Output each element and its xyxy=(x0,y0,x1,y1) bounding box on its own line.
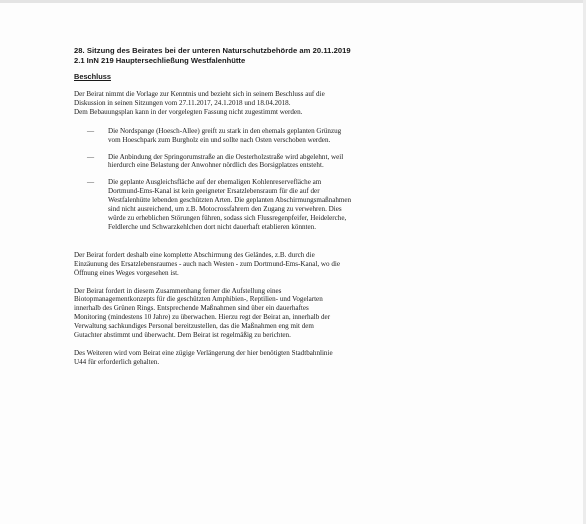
text-line: hierdurch eine Belastung der Anwohner nördlich des Borsigplatzes entsteht. xyxy=(108,161,324,170)
text-line: U44 für erforderlich gehalten. xyxy=(74,357,160,366)
list-dash: — xyxy=(87,178,95,187)
objection-list xyxy=(74,127,502,232)
text-line: Gutachter abstimmt und überwacht. Dem Beirat ist regelmäßig zu berichten. xyxy=(74,331,291,340)
text-line: Die Nordspange (Hoesch-Allee) greift zu stark in den ehemals geplanten Grünzug xyxy=(108,126,342,135)
text-line: Feldlerche und Schwarzkehlchen dort nicht dauerhaft etablieren könnten. xyxy=(108,222,317,231)
text-line: Dem Bebauungsplan kann in der vorgelegten Fassung nicht zugestimmt werden. xyxy=(74,107,303,116)
text-line: Westfalenhütte lebenden geschützten Arten. Die geplanten Abschirmungsmaßnahmen xyxy=(108,196,352,205)
text-line: Der Beirat fordert deshalb eine komplette Abschirmung des Geländes, z.B. durch die xyxy=(74,250,315,259)
paragraph-tram-extension xyxy=(74,349,502,367)
text-line: Dortmund-Ems-Kanal ist kein geeigneter Ersatzlebensraum für die auf der xyxy=(108,187,320,196)
list-item xyxy=(74,178,502,231)
list-dash: — xyxy=(87,126,95,135)
list-item xyxy=(74,153,502,171)
text-line: vom Hoeschpark zum Burgholz ein und sollte nach Osten verschoben werden. xyxy=(108,135,331,144)
scan-edge-top xyxy=(0,0,586,3)
text-line: Einzäunung des Ersatzlebensraumes - auch nach Westen - zum Dortmund-Ems-Kanal, wo die xyxy=(74,259,341,268)
text-line: innerhalb des Grünen Rings. Entsprechende Maßnahmen sind über ein dauerhaftes xyxy=(74,304,309,313)
list-item xyxy=(74,127,502,145)
text-line: Verwaltung sachkundiges Personal bereitzustellen, das die Maßnahmen eng mit dem xyxy=(74,322,314,331)
section-label-beschluss: Beschluss xyxy=(74,72,111,81)
text-line: Öffnung eines Weges vorgesehen ist. xyxy=(74,268,179,277)
text-line: Der Beirat nimmt die Vorlage zur Kenntnis und bezieht sich in seinem Beschluss auf die xyxy=(74,90,325,98)
text-line: sind nicht ausreichend, um z.B. Motocrossfahrern den Zugang zu verwehren. Dies xyxy=(108,205,342,214)
document-body xyxy=(74,46,502,367)
text-line: Des Weiteren wird vom Beirat eine zügige Verlängerung der hier benötigten Stadtbahnlinie xyxy=(74,348,333,357)
text-line: Monitoring (mindestens 10 Jahre) zu überwachen. Hierzu regt der Beirat an, innerhalb der xyxy=(74,313,331,322)
paragraph-biotope-management xyxy=(74,287,502,340)
paragraph-fencing xyxy=(74,251,502,278)
intro-paragraph xyxy=(74,90,502,117)
list-dash: — xyxy=(87,152,95,161)
text-line: Die geplante Ausgleichsfläche auf der ehemaligen Kohlenreservefläche am xyxy=(108,178,322,187)
text-line: Die Anbindung der Springorumstraße an die Oesterholzstraße wird abgelehnt, weil xyxy=(108,152,344,161)
text-line: würde zu erheblichen Störungen führen, sodass sich Flussregenpfeifer, Heidelerche, xyxy=(108,213,347,222)
document-title: 28. Sitzung des Beirates bei der unteren Naturschutzbehörde am 20.11.2019 xyxy=(74,46,351,55)
text-line: Biotopmanagementkonzepts für die geschützten Amphibien-, Reptilien- und Vogelarten xyxy=(74,295,323,304)
text-line: Diskussion in seinen Sitzungen vom 27.11.2017, 24.1.2018 und 18.04.2018. xyxy=(74,98,291,107)
document-subtitle: 2.1 InN 219 Hauptersechließung Westfalenhütte xyxy=(74,55,246,65)
text-line: Der Beirat fordert in diesem Zusammenhang ferner die Aufstellung eines xyxy=(74,286,282,295)
